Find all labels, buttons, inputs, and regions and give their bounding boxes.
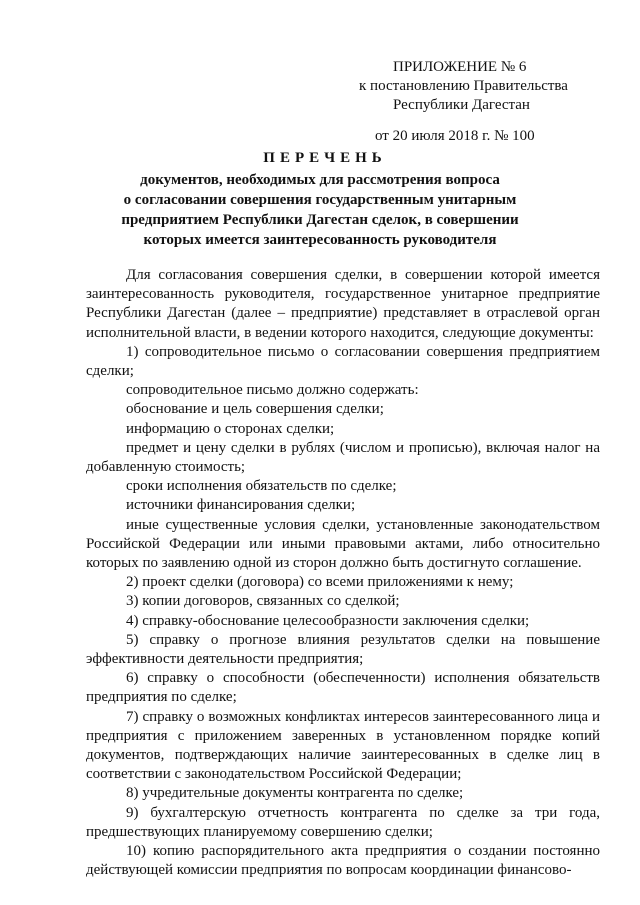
list-item: 1) сопроводительное письмо о согласовании совершения предприятием сделки; [86,343,600,380]
document-title [100,148,540,250]
list-item: сроки исполнения обязательств по сделке; [126,478,397,495]
list-item: 4) справку-обоснование целесообразности заключения сделки; [126,612,530,629]
intro-paragraph: Для согласования совершения сделки, в совершении которой имеется заинтересованность руководителя, государственное унитарное предприятие Республики Дагестан (далее – предприятие) представляет в отраслевой орган исполнительной власти, в ведении которого находится, следующие документы: [86,267,600,341]
appendix-reference: к постановлению Правительства [359,78,568,94]
title-line: о согласовании совершения государственным унитарным [123,192,517,208]
appendix-number: ПРИЛОЖЕНИЕ № 6 [393,59,527,75]
list-item: иные существенные условия сделки, установленные законодательством Российской Федерации или иными правовыми актами, либо относительно которых по заявлению одной из сторон должно быть достигнуто соглашение. [86,516,600,572]
list-item: 7) справку о возможных конфликтах интересов заинтересованного лица и предприятия с приложением заверенных в установленном порядке копий документов, подтверждающих наличие заинтересованных в сделке лиц в соответствии с законодательством Российской Федерации; [86,708,600,783]
appendix-date: от 20 июля 2018 г. № 100 [375,128,535,144]
title-line: документов, необходимых для рассмотрения вопроса [140,172,500,188]
list-item: 10) копию распорядительного акта предприятия о создании постоянно действующей комиссии предприятия по вопросам координации финансово- [86,843,600,879]
list-item: 5) справку о прогнозе влияния результатов сделки на повышение эффективности деятельности предприятия; [86,631,600,668]
list-item: 3) копии договоров, связанных со сделкой; [126,593,400,610]
list-item: сопроводительное письмо должно содержать: [126,382,419,399]
title-heading: ПЕРЕЧЕНЬ [263,150,387,166]
list-item: 9) бухгалтерскую отчетность контрагента по сделке за три года, предшествующих планируемому совершению сделки; [86,804,600,840]
appendix-authority: Республики Дагестан [393,97,530,113]
list-item: 6) справку о способности (обеспеченности) исполнения обязательств предприятия по сделке; [86,670,600,706]
list-item: обоснование и цель совершения сделки; [126,401,384,418]
list-item: 2) проект сделки (договора) со всеми приложениями к нему; [126,574,514,591]
appendix-header [340,58,600,146]
title-line: предприятием Республики Дагестан сделок, в совершении [121,212,519,228]
title-line: которых имеется заинтересованность руководителя [143,232,497,248]
list-item: 8) учредительные документы контрагента по сделке; [126,785,464,802]
document-body [86,266,600,881]
list-item: источники финансирования сделки; [126,497,356,514]
list-item: информацию о сторонах сделки; [126,420,335,437]
list-item: предмет и цену сделки в рублях (числом и прописью), включая налог на добавленную стоимость; [86,439,600,476]
